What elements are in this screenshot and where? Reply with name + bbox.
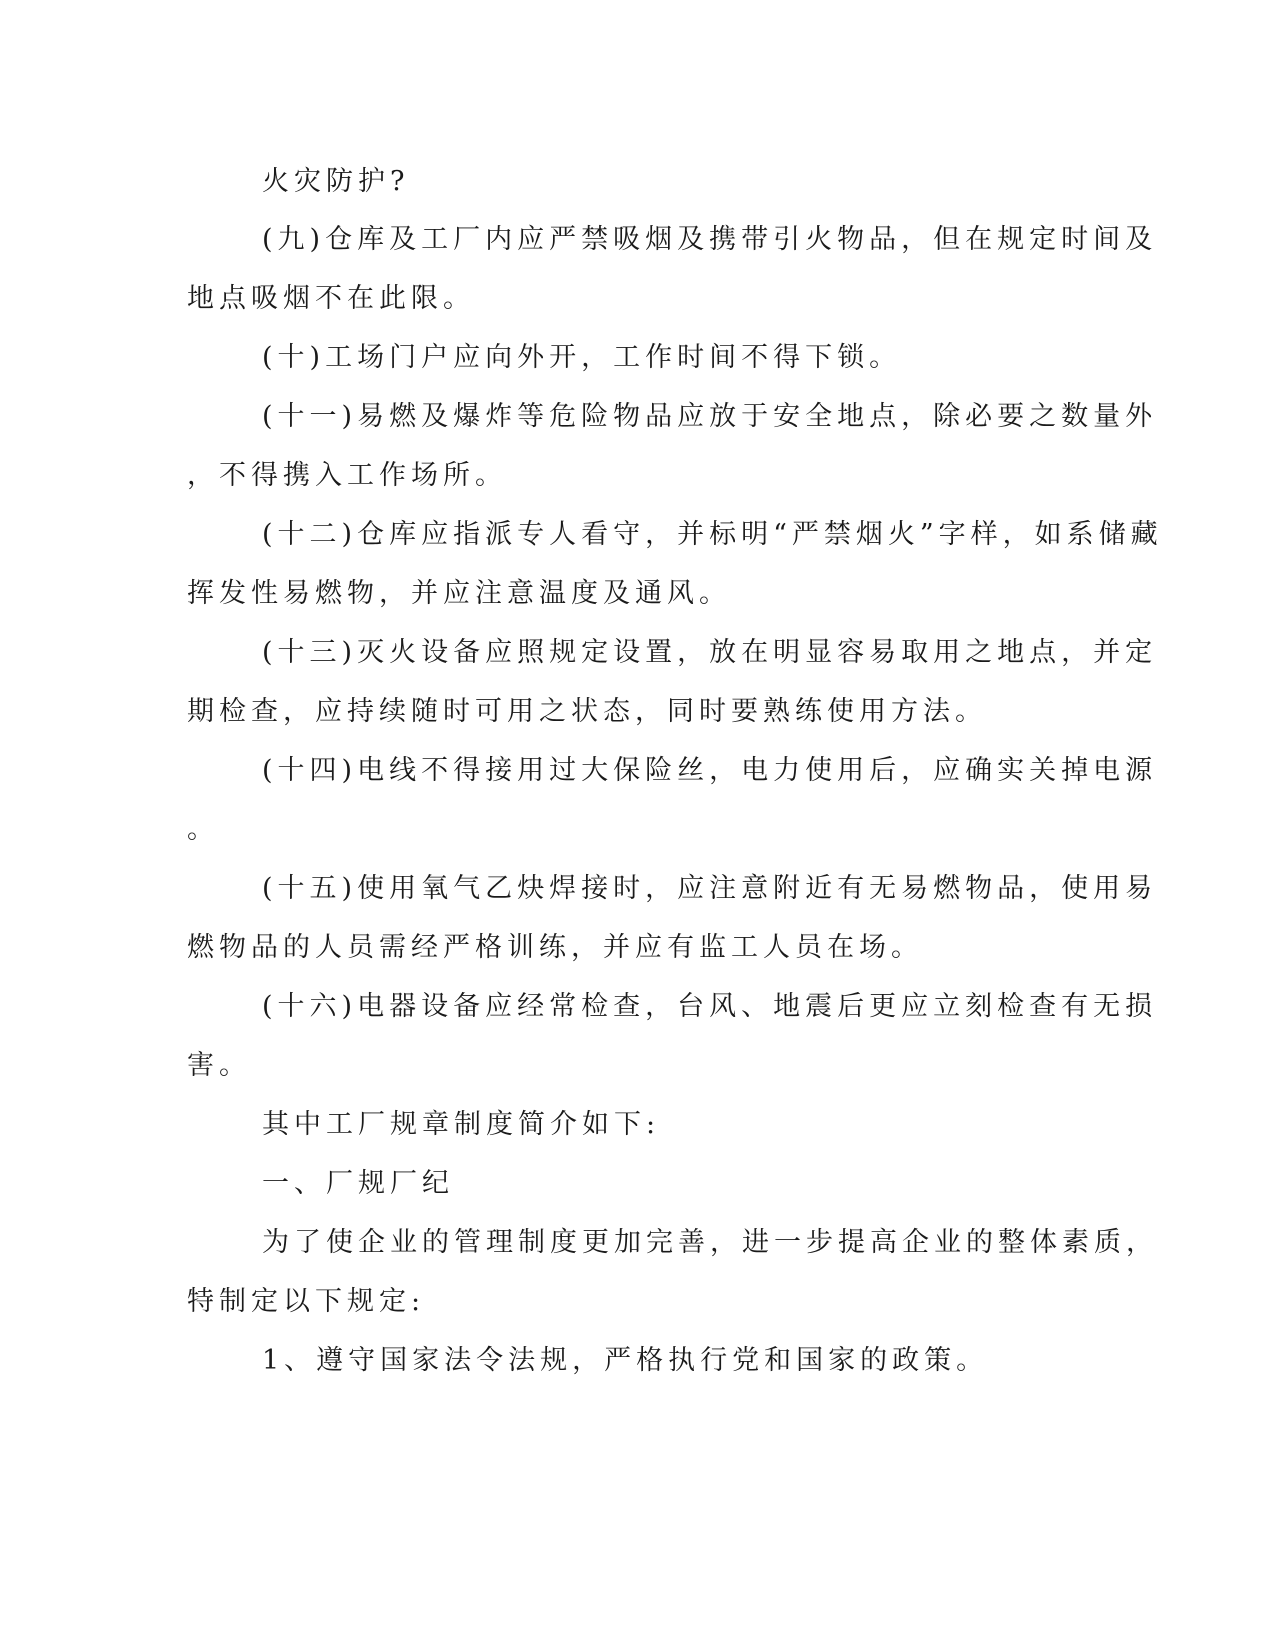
- text-line: 火灾防护?: [262, 166, 410, 197]
- text-line: 一、厂规厂纪: [262, 1168, 454, 1199]
- text-line: (十一)易燃及爆炸等危险物品应放于安全地点，除必要之数量外: [262, 401, 1158, 432]
- text-line: (十六)电器设备应经常检查，台风、地震后更应立刻检查有无损: [262, 991, 1158, 1022]
- text-line: 地点吸烟不在此限。: [187, 283, 475, 314]
- text-line: 期检查，应持续随时可用之状态，同时要熟练使用方法。: [187, 696, 987, 727]
- text-line: 特制定以下规定:: [187, 1286, 426, 1317]
- text-line: (十)工场门户应向外开，工作时间不得下锁。: [262, 342, 902, 373]
- text-line: 为了使企业的管理制度更加完善，进一步提高企业的整体素质，: [262, 1227, 1158, 1258]
- text-line: (十五)使用氧气乙炔焊接时，应注意附近有无易燃物品，使用易: [262, 873, 1158, 904]
- text-line: 挥发性易燃物，并应注意温度及通风。: [187, 578, 731, 609]
- text-line: 其中工厂规章制度简介如下:: [262, 1109, 661, 1140]
- text-line: (十四)电线不得接用过大保险丝，电力使用后，应确实关掉电源: [262, 755, 1158, 786]
- text-line: (十三)灭火设备应照规定设置，放在明显容易取用之地点，并定: [262, 637, 1158, 668]
- text-line: 。: [187, 814, 219, 845]
- text-line: (九)仓库及工厂内应严禁吸烟及携带引火物品，但在规定时间及: [262, 224, 1158, 255]
- text-line: (十二)仓库应指派专人看守，并标明“严禁烟火”字样，如系储藏: [262, 519, 1163, 550]
- text-line: 1、遵守国家法令法规，严格执行党和国家的政策。: [262, 1345, 989, 1376]
- text-line: 燃物品的人员需经严格训练，并应有监工人员在场。: [187, 932, 923, 963]
- text-line: ，不得携入工作场所。: [187, 460, 507, 491]
- text-line: 害。: [187, 1050, 251, 1081]
